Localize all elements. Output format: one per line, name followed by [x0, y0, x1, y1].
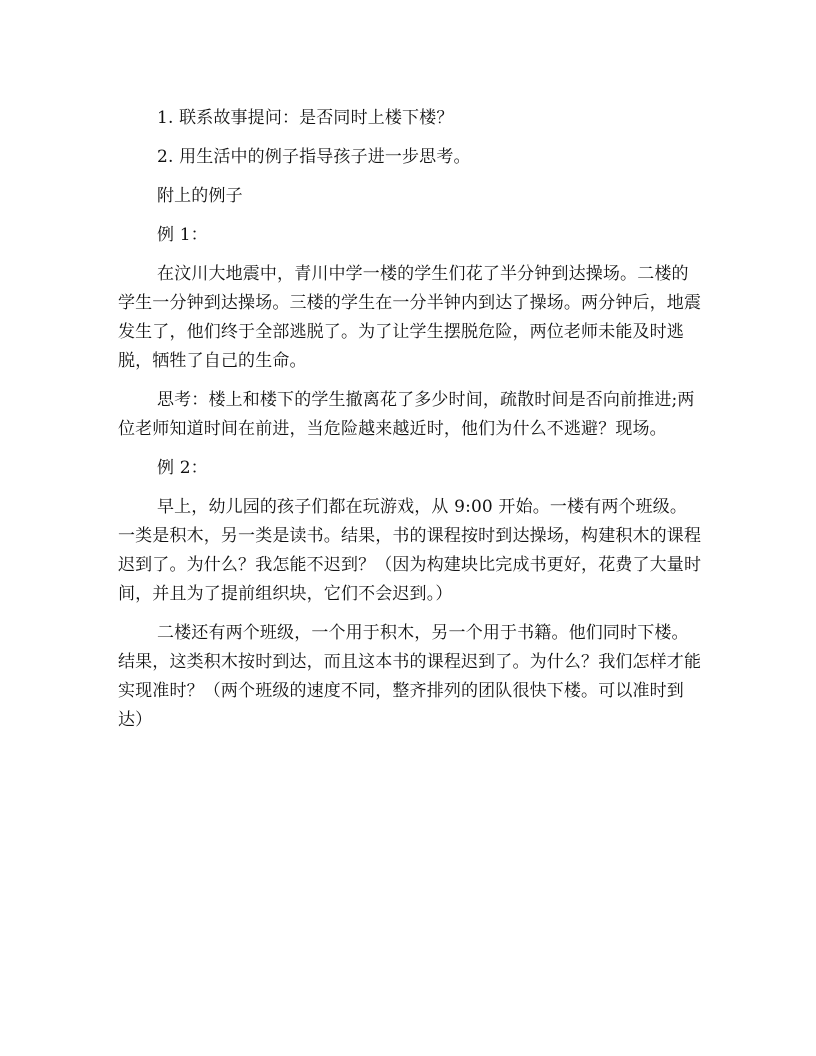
reflection-paragraph: 思考：楼上和楼下的学生撤离花了多少时间，疏散时间是否向前推进;两位老师知道时间在前进，当危险越来越近时，他们为什么不逃避？现场。: [118, 390, 695, 439]
example-1-paragraph: 在汶川大地震中，青川中学一楼的学生们花了半分钟到达操场。二楼的学生一分钟到达操场。三楼的学生在一分半钟内到达了操场。两分钟后，地震发生了，他们终于全部逃脱了。为了让学生摆脱危险，两位老师未能及时逃脱，牺牲了自己的生命。: [118, 264, 702, 371]
example-2-paragraph: 早上，幼儿园的孩子们都在玩游戏，从 9:00 开始。一楼有两个班级。一类是积木，另一类是读书。结果，书的课程按时到达操场，构建积木的课程迟到了。为什么？我怎能不迟到？（因为构建块比完成书更好，花费了大量时间，并且为了提前组织块，它们不会迟到。）: [118, 497, 702, 604]
document-body: [118, 104, 703, 735]
question-2: 2. 用生活中的例子指导孩子进一步思考。: [157, 147, 471, 167]
example-2-heading: 例 2：: [157, 458, 208, 478]
question-1: 1. 联系故事提问：是否同时上楼下楼？: [157, 108, 454, 128]
example-1-heading: 例 1：: [157, 225, 208, 245]
examples-heading: 附上的例子: [157, 186, 243, 206]
second-floor-paragraph: 二楼还有两个班级，一个用于积木，另一个用于书籍。他们同时下楼。结果，这类积木按时到达，而且这本书的课程迟到了。为什么？我们怎样才能实现准时？（两个班级的速度不同，整齐排列的团队很快下楼。可以准时到达）: [118, 623, 702, 730]
